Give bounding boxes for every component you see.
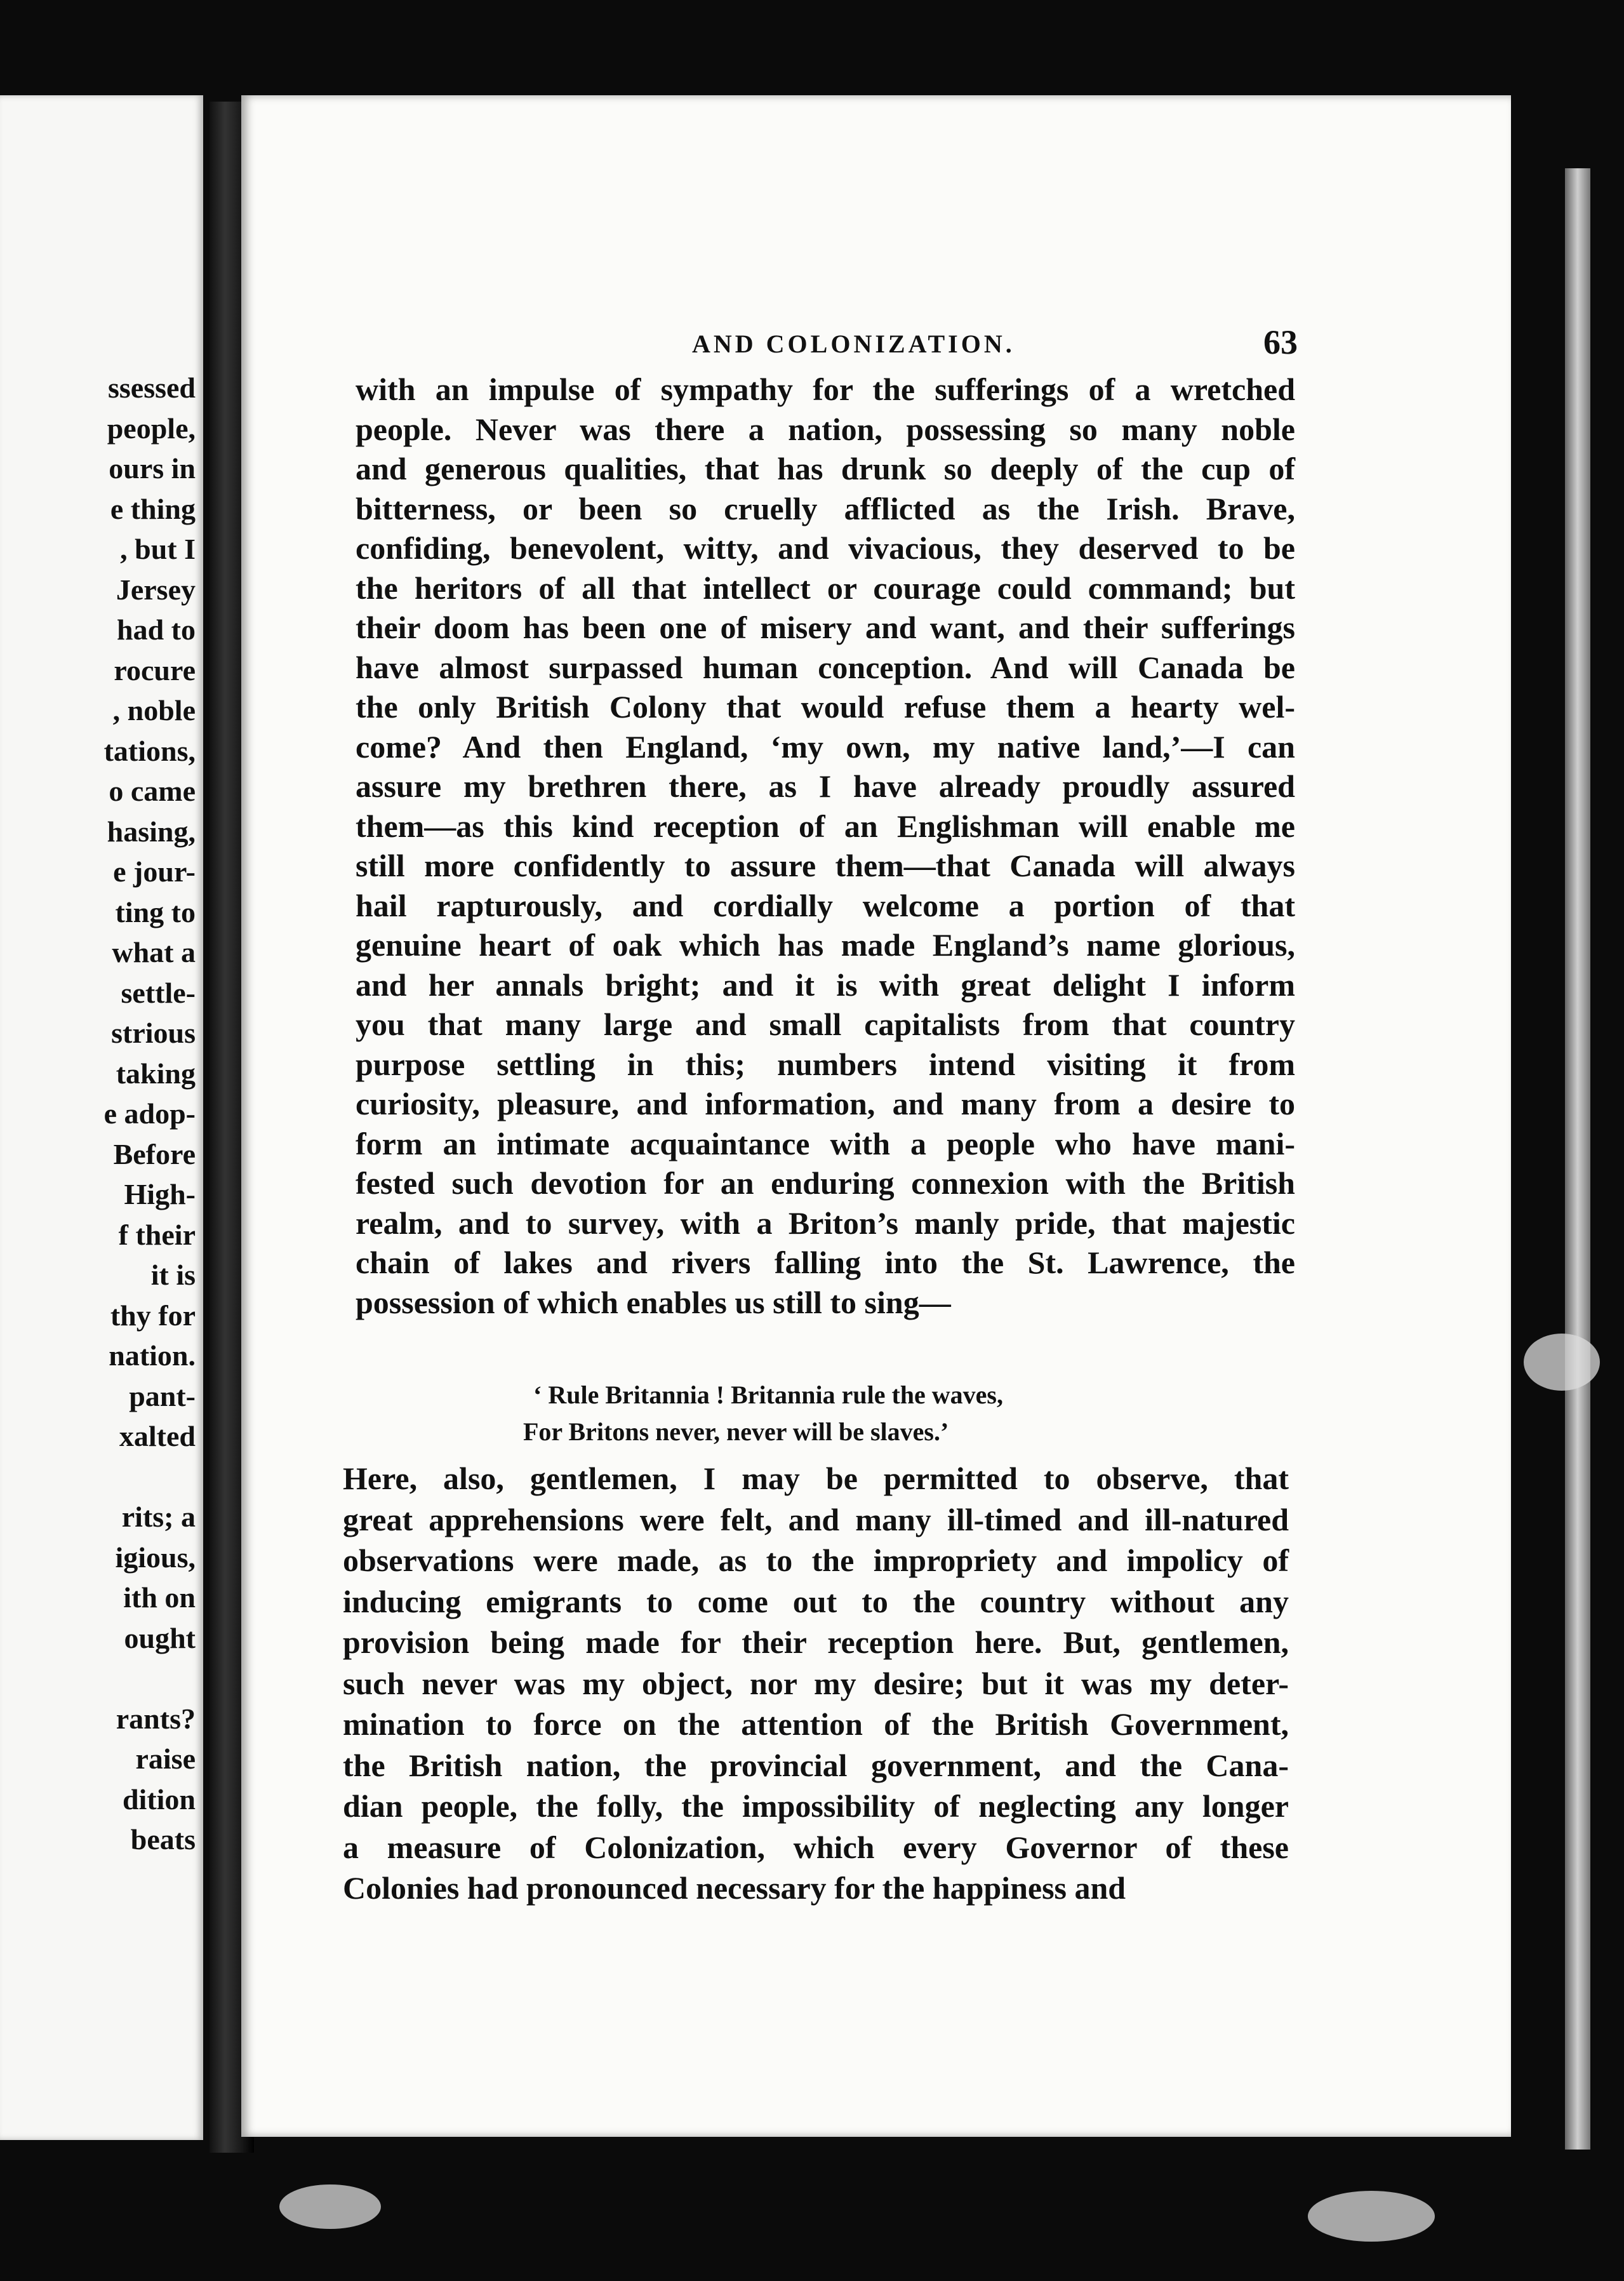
text-line: and generous qualities, that has drunk so deeply of the cup of (356, 451, 1295, 486)
left-page-line: what a (112, 936, 196, 968)
left-page-line: ith on (123, 1581, 196, 1614)
page-number: 63 (1263, 323, 1298, 361)
text-line: realm, and to survey, with a Briton’s manly pride, that majestic (356, 1205, 1295, 1241)
text-line: inducing emigrants to come out to the country without any (343, 1583, 1289, 1619)
text-line: bitterness, or been so cruelly afflicted as the Irish. Brave, (356, 490, 1295, 526)
left-page-line: dition (122, 1783, 196, 1816)
text-line: provision being made for their reception here. But, gentlemen, (343, 1624, 1289, 1660)
text-line: still more confidently to assure them—that Canada will always (356, 848, 1295, 883)
text-line: great apprehensions were felt, and many ill-timed and ill-natured (343, 1501, 1289, 1537)
left-page-line: Before (113, 1137, 196, 1170)
left-page-line: Jersey (116, 573, 196, 606)
paper-damage-speck (1524, 1334, 1600, 1391)
text-line: possession of which enables us still to sing— (356, 1284, 951, 1320)
left-page-line: , but I (120, 533, 196, 565)
text-line: and her annals bright; and it is with great delight I inform (356, 967, 1295, 1003)
left-page-line: had to (117, 613, 196, 646)
left-page-line: ssessed (107, 371, 196, 404)
left-page-line: ting to (115, 895, 196, 928)
paper-damage-speck (279, 2184, 381, 2229)
text-line: mination to force on the attention of the British Government, (343, 1706, 1289, 1742)
text-line: the only British Colony that would refuse them a hearty wel- (356, 689, 1295, 725)
left-page-line: o came (109, 775, 196, 807)
left-page-line: f their (118, 1218, 196, 1251)
left-page-line: it is (150, 1259, 196, 1291)
left-page-line: rocure (114, 653, 196, 686)
text-line: dian people, the folly, the impossibility of neglecting any longer (343, 1788, 1289, 1824)
text-line: confiding, benevolent, witty, and vivacious, they deserved to be (356, 530, 1295, 566)
paragraph-1 (356, 370, 1295, 1322)
text-line: have almost surpassed human conception. And will Canada be (356, 649, 1295, 685)
left-page-line: xalted (119, 1420, 196, 1452)
text-line: you that many large and small capitalists from that country (356, 1007, 1295, 1042)
text-line: fested such devotion for an enduring connexion with the British (356, 1165, 1295, 1201)
left-page-line: hasing, (107, 815, 196, 848)
text-line: genuine heart of oak which has made England’s name glorious, (356, 927, 1295, 963)
text-line: them—as this kind reception of an Englishman will enable me (356, 808, 1295, 844)
left-page-line: nation. (109, 1339, 196, 1372)
left-page-line: High- (124, 1178, 196, 1210)
text-line: chain of lakes and rivers falling into the St. Lawrence, the (356, 1245, 1295, 1280)
text-line: people. Never was there a nation, possessing so many noble (356, 411, 1295, 447)
left-page-line: e thing (110, 492, 196, 525)
left-page-line: e jour- (113, 855, 196, 888)
paper-damage-speck (1308, 2191, 1435, 2242)
left-page-line: pant- (129, 1379, 196, 1412)
left-page-fragment (0, 95, 203, 2140)
text-line: form an intimate acquaintance with a people who have mani- (356, 1125, 1295, 1161)
text-line: assure my brethren there, as I have already proudly assured (356, 768, 1295, 804)
left-page-line: rits; a (121, 1501, 196, 1533)
text-line: observations were made, as to the impropriety and impolicy of (343, 1542, 1289, 1578)
text-line: with an impulse of sympathy for the sufferings of a wretched (356, 371, 1295, 407)
left-page-line: raise (135, 1743, 196, 1775)
text-line: curiosity, pleasure, and information, and many from a desire to (356, 1086, 1295, 1121)
left-page-line: settle- (121, 976, 196, 1009)
left-page-line: thy for (110, 1299, 196, 1332)
left-page-line: taking (116, 1057, 196, 1090)
text-line: such never was my object, nor my desire; but it was my deter- (343, 1665, 1289, 1701)
text-line: Here, also, gentlemen, I may be permitted to observe, that (343, 1461, 1289, 1496)
left-page-line: e adop- (103, 1097, 196, 1130)
page-edge-strip (1565, 168, 1590, 2150)
block-quote (508, 1377, 1003, 1450)
page-header (241, 323, 1511, 373)
text-line: a measure of Colonization, which every Governor of these (343, 1829, 1289, 1865)
left-page-line: igious, (115, 1541, 196, 1574)
right-page (241, 95, 1511, 2137)
text-line: their doom has been one of misery and want, and their sufferings (356, 610, 1295, 645)
running-head: AND COLONIZATION. (692, 330, 1015, 358)
paragraph-2 (343, 1458, 1289, 1909)
text-line: purpose settling in this; numbers intend visiting it from (356, 1046, 1295, 1082)
quote-line-2: For Britons never, never will be slaves.’ (523, 1417, 949, 1446)
text-line: hail rapturously, and cordially welcome a portion of that (356, 887, 1295, 923)
left-page-line: rants? (116, 1702, 196, 1735)
left-page-line: ours in (109, 452, 196, 485)
left-page-line: tations, (103, 734, 196, 767)
left-page-line: beats (130, 1823, 196, 1856)
text-line: Colonies had pronounced necessary for the happiness and (343, 1870, 1126, 1906)
text-line: the heritors of all that intellect or courage could command; but (356, 570, 1295, 606)
left-page-line: , noble (112, 694, 196, 726)
quote-line-1: ‘ Rule Britannia ! Britannia rule the waves, (533, 1381, 1003, 1409)
text-line: the British nation, the provincial government, and the Cana- (343, 1747, 1289, 1783)
left-page-line: strious (111, 1017, 196, 1049)
left-page-line: ought (124, 1621, 196, 1654)
text-line: come? And then England, ‘my own, my native land,’—I can (356, 728, 1295, 765)
left-page-line: people, (107, 411, 196, 445)
